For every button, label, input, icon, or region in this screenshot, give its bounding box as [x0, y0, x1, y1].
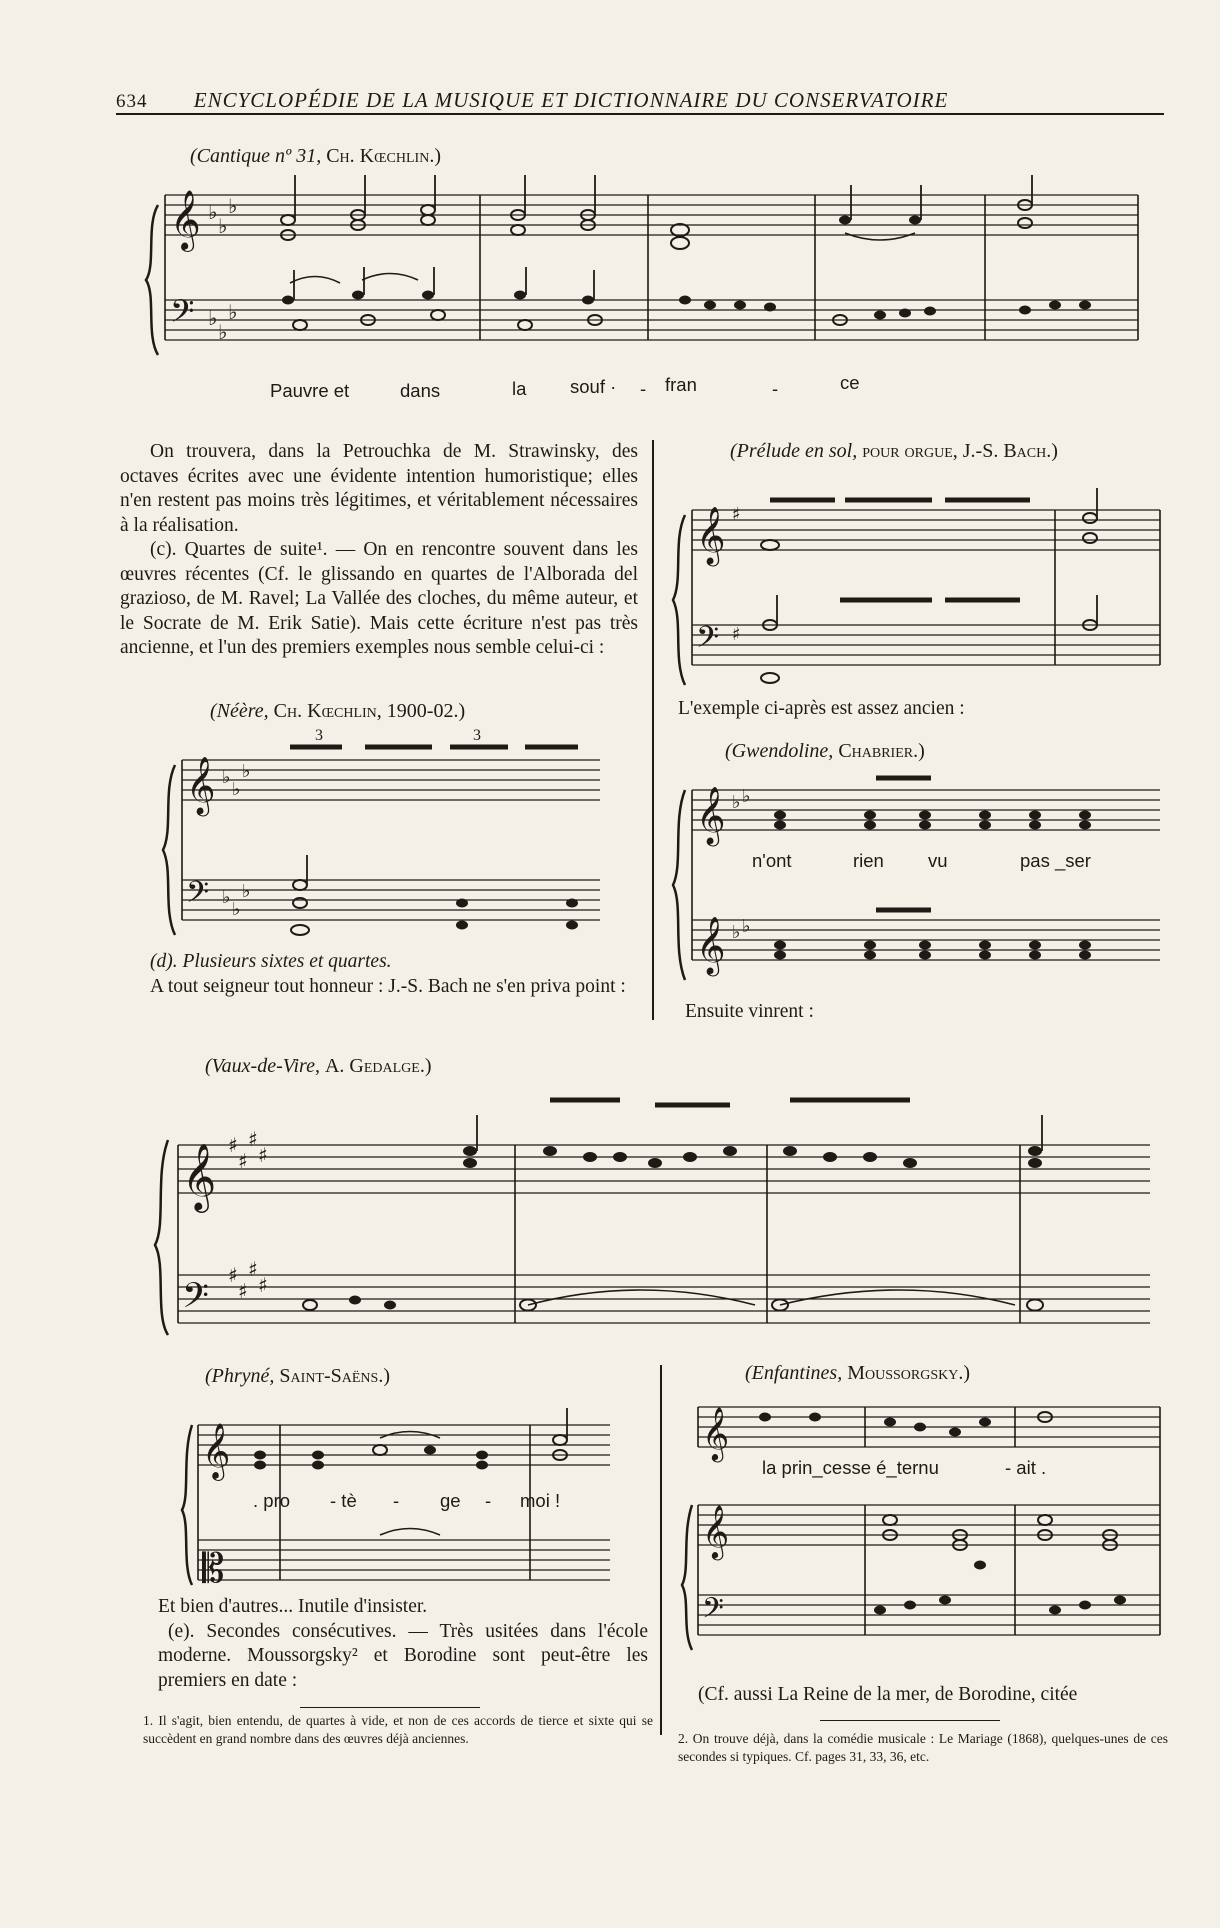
phryne-caption-title: (Phryné, — [205, 1365, 275, 1387]
enfantines-lyric-1: la prin_cesse é_ternu — [762, 1457, 939, 1478]
svg-text:♭: ♭ — [218, 214, 228, 238]
bottom-right-p1: (Cf. aussi La Reine de la mer, de Borodine, citée — [698, 1684, 1078, 1705]
prelude-caption-title: (Prélude en sol, — [730, 440, 858, 462]
svg-text:𝄞: 𝄞 — [182, 1142, 217, 1210]
svg-text:♯: ♯ — [732, 624, 741, 645]
enfantines-score — [680, 1395, 1170, 1655]
phryne-caption — [205, 1365, 390, 1388]
svg-text:𝄞: 𝄞 — [702, 1406, 730, 1460]
ex1-treble-clef: 𝄞 — [170, 190, 201, 250]
enfantines-lyric-2: - ait . — [1005, 1457, 1047, 1478]
enfantines-caption-title: (Enfantines, — [745, 1362, 843, 1384]
prelude-score — [670, 470, 1170, 690]
gwendoline-lyric-3: vu — [928, 850, 948, 871]
phryne-caption-author: Saint-Saëns.) — [279, 1365, 390, 1387]
gwendoline-lyric-4: pas _ser — [1020, 850, 1091, 871]
svg-text:𝄞: 𝄞 — [696, 506, 726, 564]
phryne-lyric-3: - — [393, 1490, 400, 1511]
left-p1: On trouvera, dans la Petrouchka de M. Strawinsky, des octaves écrites avec une évidente intention humoristique; elles n'en restent pas moins très légitimes, et véritablement nécessaires à la réalisation. — [120, 441, 638, 536]
svg-text:♯: ♯ — [238, 1279, 248, 1303]
phryne-piano-notes — [380, 1529, 440, 1536]
vaux-treble-notes — [463, 1100, 1042, 1168]
svg-text:♭: ♭ — [228, 300, 238, 324]
phryne-lyric-2: - tè — [330, 1490, 357, 1511]
enfantines-voice-notes — [759, 1412, 1052, 1437]
column-divider-bottom — [660, 1365, 662, 1735]
svg-text:♭: ♭ — [228, 194, 238, 218]
vaux-treble-staff — [178, 1145, 1150, 1193]
vaux-caption-title: (Vaux-de-Vire, — [205, 1055, 320, 1077]
ex1-lyric-3: la — [512, 378, 527, 399]
running-header — [116, 88, 1166, 113]
svg-text:𝄢: 𝄢 — [702, 1592, 724, 1632]
vaux-brace — [155, 1140, 168, 1335]
gwendoline-lyric-1: n'ont — [752, 850, 792, 871]
svg-text:♭: ♭ — [208, 306, 218, 330]
svg-text:𝄢: 𝄢 — [186, 876, 210, 917]
svg-text:♯: ♯ — [228, 1263, 238, 1287]
neere-score — [160, 725, 610, 940]
phryne-lyric-4: ge — [440, 1490, 461, 1511]
gwendoline-caption — [725, 740, 925, 763]
prelude-treble-notes — [761, 488, 1097, 550]
right-col-text-1 — [678, 697, 1168, 722]
ex1-lyric-1: Pauvre et — [270, 380, 350, 401]
gwendoline-caption-author: Chabrier.) — [838, 740, 925, 762]
neere-bass-notes — [291, 855, 578, 935]
enfantines-bass-staff — [698, 1595, 1160, 1635]
svg-text:♭: ♭ — [208, 200, 218, 224]
svg-text:♭: ♭ — [222, 887, 231, 908]
right-p1: L'exemple ci-après est assez ancien : — [678, 698, 965, 719]
svg-text:♭: ♭ — [732, 922, 741, 943]
header-rule — [116, 113, 1164, 115]
svg-text:♯: ♯ — [238, 1149, 248, 1173]
enfantines-piano-notes — [874, 1515, 1126, 1615]
svg-text:♯: ♯ — [258, 1273, 268, 1297]
prelude-brace — [673, 515, 685, 685]
vaux-caption — [205, 1055, 432, 1078]
vaux-score — [150, 1090, 1160, 1340]
svg-text:𝄞: 𝄞 — [696, 916, 726, 974]
prelude-caption-author: pour orgue, J.-S. Bach.) — [862, 440, 1058, 462]
svg-text:♯: ♯ — [732, 504, 741, 525]
ex1-lyric-4: souf · — [570, 376, 617, 397]
bottom-right-text — [698, 1683, 1168, 1708]
svg-text:𝄞: 𝄞 — [696, 786, 726, 844]
prelude-bass-staff — [692, 625, 1160, 665]
enfantines-caption-author: Moussorgsky.) — [847, 1362, 971, 1384]
svg-text:𝄢: 𝄢 — [696, 621, 720, 662]
gwendoline-piano-notes — [774, 910, 1091, 960]
svg-text:𝄢: 𝄢 — [182, 1275, 210, 1324]
vaux-caption-author: A. Gedalge.) — [324, 1055, 432, 1077]
prelude-bass-notes — [761, 595, 1097, 683]
ex1-bass-staff — [165, 300, 1138, 340]
svg-text:♯: ♯ — [248, 1257, 258, 1281]
vaux-bass-notes — [303, 1290, 1043, 1311]
svg-text:♭: ♭ — [218, 320, 228, 344]
triplet-label-1: 3 — [315, 727, 323, 744]
gwendoline-lyric-2: rien — [853, 850, 884, 871]
phryne-lyric-5: - — [485, 1490, 492, 1511]
ex1-caption — [190, 145, 441, 168]
enfantines-treble-staff — [698, 1505, 1160, 1545]
svg-text:𝄡: 𝄡 — [202, 1546, 225, 1590]
svg-text:♭: ♭ — [242, 761, 251, 782]
left-p2: (c). Quartes de suite¹. — On en rencontre souvent dans les œuvres récentes (Cf. le glissando en quartes de l'Alborada del grazioso, de M. Ravel; La Vallée des cloches, du même auteur, et le Socrate de M. Erik Satie). Mais cette écriture n'est pas très ancienne, et l'un des premiers exemples nous semble celui-ci : — [120, 539, 638, 658]
svg-text:♭: ♭ — [222, 767, 231, 788]
ex1-score — [140, 175, 1150, 375]
right-p2: Ensuite vinrent : — [685, 1001, 814, 1022]
phryne-voice-notes — [254, 1408, 567, 1470]
svg-text:𝄞: 𝄞 — [186, 756, 216, 814]
ex1-caption-author: Ch. Kœchlin.) — [326, 145, 441, 167]
left-col-text-2 — [120, 950, 638, 999]
svg-text:♭: ♭ — [232, 899, 241, 920]
svg-text:♭: ♭ — [742, 786, 751, 807]
enfantines-caption — [745, 1362, 970, 1385]
svg-text:𝄞: 𝄞 — [202, 1423, 231, 1479]
running-title: ENCYCLOPÉDIE DE LA MUSIQUE ET DICTIONNAIRE DU CONSERVATOIRE — [193, 88, 949, 112]
svg-text:♭: ♭ — [242, 881, 251, 902]
gwendoline-caption-title: (Gwendoline, — [725, 740, 834, 762]
bottom-left-p2: (e). Secondes consécutives. — Très usitées dans l'école moderne. Moussorgsky² et Borodine sont peut-être les premiers en date : — [158, 1620, 648, 1691]
neere-caption-author: Ch. Kœchlin, 1900-02.) — [273, 700, 466, 722]
page-number: 634 — [116, 91, 148, 112]
triplet-label-2: 3 — [473, 727, 481, 744]
ex1-lyric-2: dans — [400, 380, 441, 401]
left-col-text-1 — [120, 440, 638, 661]
phryne-piano-staff — [198, 1540, 610, 1580]
left-p4: A tout seigneur tout honneur : J.-S. Bach ne s'en priva point : — [150, 975, 626, 997]
ex1-treble-notes — [281, 175, 1032, 249]
svg-text:♯: ♯ — [258, 1143, 268, 1167]
enfantines-brace — [682, 1505, 692, 1650]
phryne-lyric-1: . pro — [253, 1490, 291, 1511]
bottom-left-text — [158, 1595, 648, 1693]
neere-caption — [210, 700, 465, 723]
ex1-treble-staff — [165, 195, 1138, 235]
phryne-brace — [182, 1425, 192, 1585]
gwendoline-voice-notes — [774, 778, 1091, 830]
gwendoline-score — [670, 770, 1170, 990]
prelude-caption — [730, 440, 1058, 463]
svg-text:♯: ♯ — [248, 1127, 258, 1151]
footnote-rule-left — [300, 1707, 480, 1708]
right-col-text-2 — [685, 1000, 1165, 1025]
phryne-lyric-6: moi ! — [520, 1490, 561, 1511]
vaux-bass-staff — [178, 1275, 1150, 1323]
neere-brace — [163, 765, 175, 935]
svg-text:𝄞: 𝄞 — [702, 1504, 730, 1558]
footnote-1: 1. Il s'agit, bien entendu, de quartes à vide, et non de ces accords de tierce et sixte qui se succèdent en grand nombre dans des œuvres déjà anciennes. — [143, 1713, 653, 1746]
footnote-2: 2. On trouve déjà, dans la comédie musicale : Le Mariage (1868), quelques-unes de ces secondes si typiques. Cf. pages 31, 33, 36, etc. — [678, 1731, 1168, 1764]
ex1-lyric-5: - — [640, 378, 647, 399]
gwendoline-brace — [673, 790, 685, 980]
ex1-brace — [146, 205, 158, 355]
left-p3: (d). Plusieurs sixtes et quartes. — [150, 951, 392, 972]
bottom-left-p1: Et bien d'autres... Inutile d'insister. — [158, 1596, 428, 1617]
svg-text:♯: ♯ — [228, 1133, 238, 1157]
ex1-lyric-6: fran — [665, 374, 697, 395]
ex1-bass-clef: 𝄢 — [170, 293, 195, 337]
svg-text:♭: ♭ — [742, 916, 751, 937]
footnote-rule-right — [820, 1720, 1000, 1721]
ex1-caption-title: (Cantique nº 31, — [190, 145, 322, 167]
column-divider-top — [652, 440, 654, 1020]
svg-text:♭: ♭ — [732, 792, 741, 813]
ex1-lyric-7: - — [772, 378, 779, 399]
neere-caption-title: (Néère, — [210, 700, 269, 722]
ex1-lyric-8: ce — [840, 372, 860, 393]
svg-text:♭: ♭ — [232, 779, 241, 800]
